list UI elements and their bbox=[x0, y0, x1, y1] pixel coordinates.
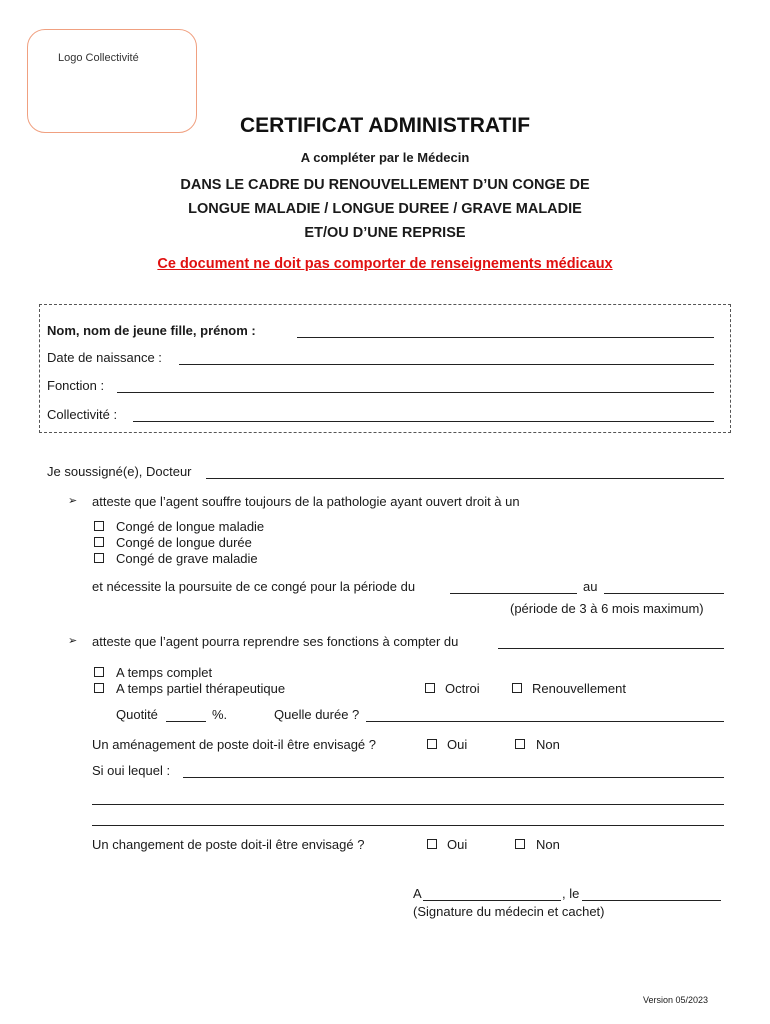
full-time-label: A temps complet bbox=[116, 665, 213, 680]
long-illness-label: Congé de longue maladie bbox=[116, 519, 265, 534]
birth-date-label: Date de naissance : bbox=[47, 350, 162, 365]
section2-intro: atteste que l’agent pourra reprendre ses fonctions à compter du bbox=[92, 634, 459, 649]
which-label: Si oui lequel : bbox=[92, 763, 171, 778]
context-line-1: DANS LE CADRE DU RENOUVELLEMENT D’UN CONGE DE bbox=[180, 177, 590, 193]
period-prefix: et nécessite la poursuite de ce congé pour la période du bbox=[92, 579, 416, 594]
birth-date-field[interactable] bbox=[179, 364, 714, 365]
change-yes-checkbox[interactable] bbox=[427, 839, 437, 849]
long-duration-label: Congé de longue durée bbox=[116, 535, 252, 550]
doctor-label: Je soussigné(e), Docteur bbox=[47, 464, 192, 479]
section1-intro: atteste que l’agent souffre toujours de la pathologie ayant ouvert droit à un bbox=[92, 494, 520, 509]
function-field[interactable] bbox=[117, 392, 714, 393]
change-question: Un changement de poste doit-il être envisagé ? bbox=[92, 837, 365, 852]
period-to-label: au bbox=[583, 579, 598, 594]
long-duration-checkbox[interactable] bbox=[94, 537, 104, 547]
period-note: (période de 3 à 6 mois maximum) bbox=[510, 601, 704, 616]
period-start-field[interactable] bbox=[450, 593, 577, 594]
long-illness-checkbox[interactable] bbox=[94, 521, 104, 531]
serious-illness-label: Congé de grave maladie bbox=[116, 551, 258, 566]
context-line-3: ET/OU D’UNE REPRISE bbox=[304, 225, 466, 241]
grant-label: Octroi bbox=[445, 681, 480, 696]
name-label: Nom, nom de jeune fille, prénom : bbox=[47, 323, 256, 338]
date-prefix: , le bbox=[562, 886, 580, 901]
name-field[interactable] bbox=[297, 337, 714, 338]
warning-notice: Ce document ne doit pas comporter de renseignements médicaux bbox=[157, 256, 613, 272]
return-date-field[interactable] bbox=[498, 648, 724, 649]
adaptation-no-label: Non bbox=[536, 737, 560, 752]
collectivity-label: Collectivité : bbox=[47, 407, 118, 422]
which-field[interactable] bbox=[183, 777, 724, 778]
full-time-checkbox[interactable] bbox=[94, 667, 104, 677]
adaptation-yes-checkbox[interactable] bbox=[427, 739, 437, 749]
place-field[interactable] bbox=[423, 900, 561, 901]
collectivity-field[interactable] bbox=[133, 421, 714, 422]
signature-date-field[interactable] bbox=[582, 900, 721, 901]
period-end-field[interactable] bbox=[604, 593, 724, 594]
duration-label: Quelle durée ? bbox=[274, 707, 360, 722]
renewal-label: Renouvellement bbox=[532, 681, 626, 696]
duration-field[interactable] bbox=[366, 721, 724, 722]
doctor-name-field[interactable] bbox=[206, 478, 724, 479]
change-yes-label: Oui bbox=[447, 837, 468, 852]
which-field-line-2[interactable] bbox=[92, 804, 724, 805]
context-line-2: LONGUE MALADIE / LONGUE DUREE / GRAVE MALADIE bbox=[188, 201, 582, 217]
change-no-label: Non bbox=[536, 837, 560, 852]
arrow-bullet-icon: ➢ bbox=[68, 495, 78, 507]
logo-text: Logo Collectivité bbox=[58, 52, 139, 64]
part-time-label: A temps partiel thérapeutique bbox=[116, 681, 286, 696]
quotite-label: Quotité bbox=[116, 707, 158, 722]
function-label: Fonction : bbox=[47, 378, 105, 393]
grant-checkbox[interactable] bbox=[425, 683, 435, 693]
renewal-checkbox[interactable] bbox=[512, 683, 522, 693]
version-label: Version 05/2023 bbox=[643, 995, 709, 1005]
serious-illness-checkbox[interactable] bbox=[94, 553, 104, 563]
adaptation-no-checkbox[interactable] bbox=[515, 739, 525, 749]
signature-caption: (Signature du médecin et cachet) bbox=[413, 904, 605, 919]
which-field-line-3[interactable] bbox=[92, 825, 724, 826]
change-no-checkbox[interactable] bbox=[515, 839, 525, 849]
place-prefix: A bbox=[413, 886, 422, 901]
document-title: CERTIFICAT ADMINISTRATIF bbox=[239, 114, 531, 137]
quotite-field[interactable] bbox=[166, 721, 206, 722]
arrow-bullet-icon: ➢ bbox=[68, 635, 78, 647]
document-subtitle: A compléter par le Médecin bbox=[300, 150, 470, 165]
adaptation-question: Un aménagement de poste doit-il être envisagé ? bbox=[92, 737, 377, 752]
part-time-checkbox[interactable] bbox=[94, 683, 104, 693]
quotite-unit: %. bbox=[212, 707, 228, 722]
adaptation-yes-label: Oui bbox=[447, 737, 468, 752]
